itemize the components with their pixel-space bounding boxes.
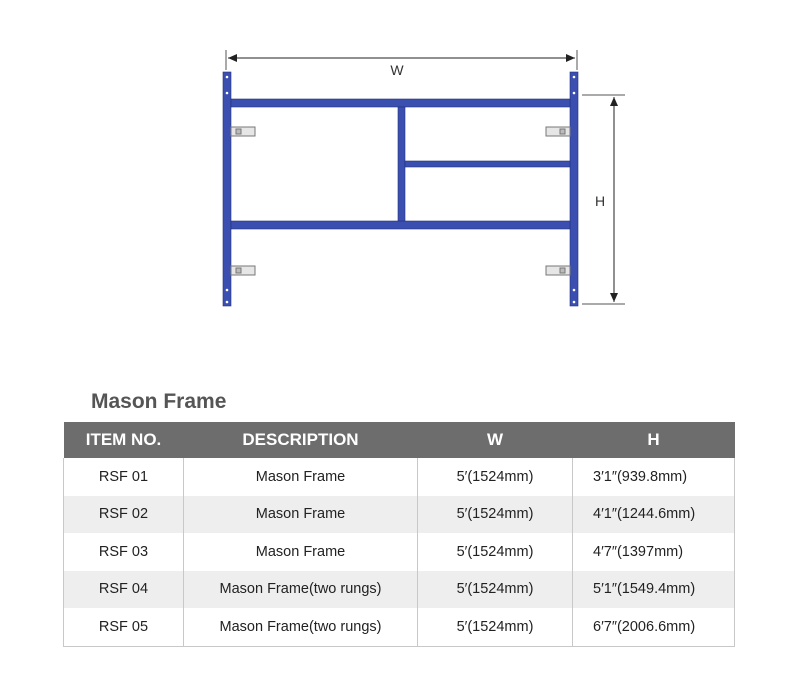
brace-lock-bottom-right	[546, 266, 570, 275]
cell-item-no: RSF 03	[64, 533, 184, 571]
cell-height: 5′1″(1549.4mm)	[573, 571, 735, 609]
cell-height: 4′1″(1244.6mm)	[573, 496, 735, 534]
top-rail	[231, 99, 570, 107]
cell-description: Mason Frame	[184, 496, 418, 534]
cell-item-no: RSF 04	[64, 571, 184, 609]
right-leg	[570, 72, 578, 306]
cell-width: 5′(1524mm)	[418, 533, 573, 571]
cell-height: 4′7″(1397mm)	[573, 533, 735, 571]
cell-width: 5′(1524mm)	[418, 571, 573, 609]
cell-width: 5′(1524mm)	[418, 458, 573, 496]
center-post	[398, 107, 405, 221]
cell-item-no: RSF 02	[64, 496, 184, 534]
brace-lock-bottom-left	[231, 266, 255, 275]
table-row	[64, 608, 735, 646]
mason-frame-diagram	[0, 0, 800, 330]
cell-height: 3′1″(939.8mm)	[573, 458, 735, 496]
table-row	[64, 496, 735, 534]
table-row	[64, 458, 735, 496]
cell-height: 6′7″(2006.6mm)	[573, 608, 735, 646]
cell-width: 5′(1524mm)	[418, 496, 573, 534]
height-dimension	[582, 95, 625, 304]
header-description: DESCRIPTION	[184, 422, 418, 458]
table-row	[64, 571, 735, 609]
cell-description: Mason Frame(two rungs)	[184, 608, 418, 646]
section-title: Mason Frame	[91, 390, 227, 413]
header-height: H	[573, 422, 735, 458]
mason-frame	[223, 72, 578, 306]
left-leg	[223, 72, 231, 306]
bottom-rail	[231, 221, 570, 229]
height-label: H	[594, 193, 606, 209]
cell-description: Mason Frame	[184, 458, 418, 496]
cell-description: Mason Frame(two rungs)	[184, 571, 418, 609]
spec-table	[63, 422, 735, 647]
table-row	[64, 533, 735, 571]
cell-width: 5′(1524mm)	[418, 608, 573, 646]
cell-description: Mason Frame	[184, 533, 418, 571]
header-width: W	[418, 422, 573, 458]
cell-item-no: RSF 01	[64, 458, 184, 496]
table-header-row	[64, 422, 735, 458]
brace-lock-top-left	[231, 127, 255, 136]
middle-rung	[405, 161, 570, 167]
width-label: W	[390, 62, 404, 78]
width-dimension	[226, 50, 577, 78]
cell-item-no: RSF 05	[64, 608, 184, 646]
header-item-no: ITEM NO.	[64, 422, 184, 458]
brace-lock-top-right	[546, 127, 570, 136]
